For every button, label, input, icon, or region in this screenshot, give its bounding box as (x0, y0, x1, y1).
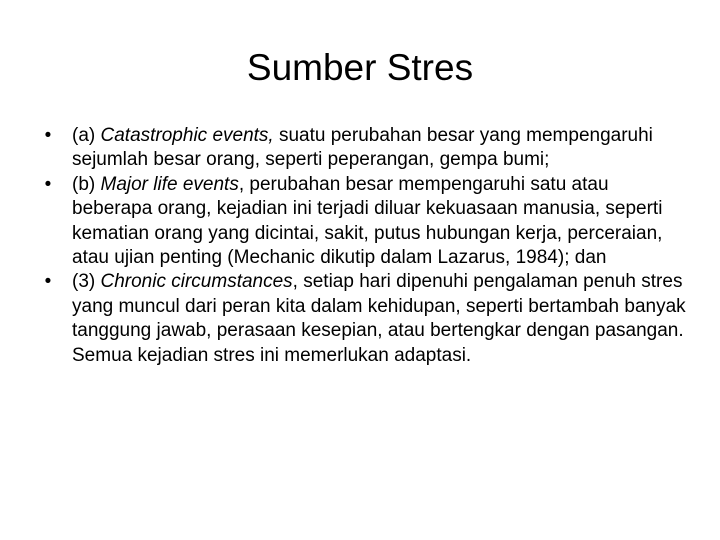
item-term: Chronic circumstances (100, 271, 293, 293)
item-label: (b) (72, 173, 101, 195)
item-text: , perubahan besar mempengaruhi satu atau beberapa orang, kejadian ini terjadi diluar kekuasaan manusia, seperti kematian orang yang dicintai, sakit, putus hubungan kerja, perceraian, atau ujian penting (Mechanic dikutip dalam Lazarus, 1984); dan (72, 173, 663, 269)
bullet-list (36, 124, 686, 368)
item-label: (3) (72, 271, 101, 293)
bullet-item-major-life-events (36, 173, 686, 271)
bullet-icon: • (44, 173, 52, 195)
item-term: Major life events (100, 173, 239, 195)
bullet-item-catastrophic-events (36, 124, 686, 173)
slide-title: Sumber Stres (246, 47, 474, 88)
bullet-icon: • (44, 125, 52, 146)
item-term: Catastrophic events, (100, 125, 274, 146)
bullet-item-chronic-circumstances (36, 270, 686, 368)
item-text: suatu perubahan besar yang mempengaruhi sejumlah besar orang, seperti peperangan, gempa bumi; (72, 125, 653, 171)
bullet-icon: • (44, 271, 52, 293)
item-text: , setiap hari dipenuhi pengalaman penuh stres yang muncul dari peran kita dalam kehidupan, seperti bertambah banyak tanggung jawab, perasaan kesepian, atau bertengkar dengan pasangan. Semua kejadian stres ini memerlukan adaptasi. (72, 271, 686, 366)
item-label: (a) (72, 125, 101, 146)
